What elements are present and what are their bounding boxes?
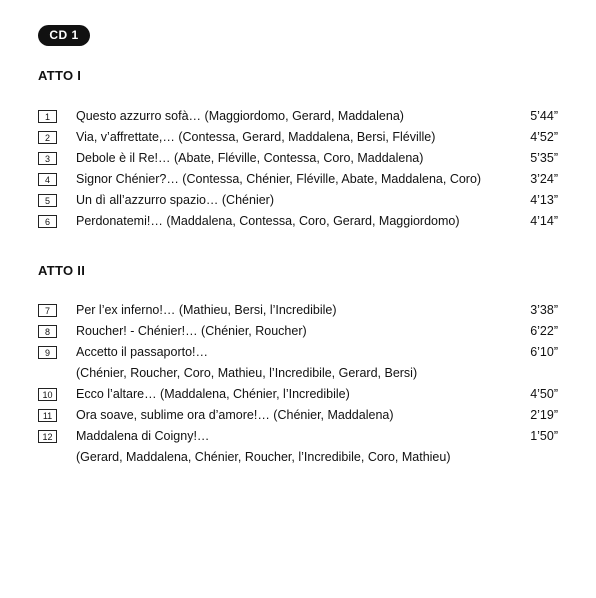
track-duration: 1’50” <box>530 429 558 443</box>
track-duration: 4’52” <box>530 130 558 144</box>
track-number: 9 <box>38 346 57 359</box>
track-title: Via, v’affrettate,… (Contessa, Gerard, Maddalena, Bersi, Fléville) <box>76 130 436 144</box>
track-row <box>38 300 558 321</box>
track-title: Per l’ex inferno!… (Mathieu, Bersi, l’Incredibile) <box>76 303 337 317</box>
track-number: 7 <box>38 304 57 317</box>
track-duration: 3’38” <box>530 303 558 317</box>
track-duration: 5’44” <box>530 109 558 123</box>
track-duration: 6’22” <box>530 324 558 338</box>
track-list-act-1 <box>38 106 558 232</box>
track-number: 11 <box>38 409 57 422</box>
track-row <box>38 127 558 148</box>
track-row <box>38 426 558 447</box>
cd-badge: CD 1 <box>38 25 90 46</box>
track-title: Questo azzurro sofà… (Maggiordomo, Gerard, Maddalena) <box>76 109 404 123</box>
track-row <box>38 342 558 363</box>
track-number: 8 <box>38 325 57 338</box>
track-performers-continuation <box>38 363 558 384</box>
track-row <box>38 384 558 405</box>
track-number: 4 <box>38 173 57 186</box>
track-title: Un dì all’azzurro spazio… (Chénier) <box>76 193 274 207</box>
track-title: Perdonatemi!… (Maddalena, Contessa, Coro, Gerard, Maggiordomo) <box>76 214 460 228</box>
track-duration: 4’13” <box>530 193 558 207</box>
track-row <box>38 405 558 426</box>
track-title: Accetto il passaporto!… <box>76 345 209 359</box>
act-heading-1: ATTO I <box>38 68 82 83</box>
track-title: Ecco l’altare… (Maddalena, Chénier, l’Incredibile) <box>76 387 350 401</box>
track-number: 10 <box>38 388 57 401</box>
track-duration: 3’24” <box>530 172 558 186</box>
track-row <box>38 190 558 211</box>
track-duration: 6’10” <box>530 345 558 359</box>
track-row <box>38 148 558 169</box>
track-title: Ora soave, sublime ora d’amore!… (Chénier, Maddalena) <box>76 408 394 422</box>
track-title: Signor Chénier?… (Contessa, Chénier, Fléville, Abate, Maddalena, Coro) <box>76 172 482 186</box>
track-row <box>38 321 558 342</box>
track-row <box>38 211 558 232</box>
track-duration: 4’14” <box>530 214 558 228</box>
track-number: 6 <box>38 215 57 228</box>
track-performers: (Gerard, Maddalena, Chénier, Roucher, l’Incredibile, Coro, Mathieu) <box>76 450 451 464</box>
track-number: 1 <box>38 110 57 123</box>
track-title: Maddalena di Coigny!… <box>76 429 210 443</box>
track-number: 3 <box>38 152 57 165</box>
track-number: 5 <box>38 194 57 207</box>
track-performers-continuation <box>38 447 558 468</box>
track-duration: 4’50” <box>530 387 558 401</box>
track-duration: 2’19” <box>530 408 558 422</box>
track-row <box>38 106 558 127</box>
track-number: 2 <box>38 131 57 144</box>
track-list-act-2 <box>38 300 558 468</box>
track-title: Debole è il Re!… (Abate, Fléville, Contessa, Coro, Maddalena) <box>76 151 424 165</box>
act-heading-2: ATTO II <box>38 263 86 278</box>
track-performers: (Chénier, Roucher, Coro, Mathieu, l’Incredibile, Gerard, Bersi) <box>76 366 418 380</box>
track-number: 12 <box>38 430 57 443</box>
track-row <box>38 169 558 190</box>
track-duration: 5’35” <box>530 151 558 165</box>
track-title: Roucher! - Chénier!… (Chénier, Roucher) <box>76 324 307 338</box>
